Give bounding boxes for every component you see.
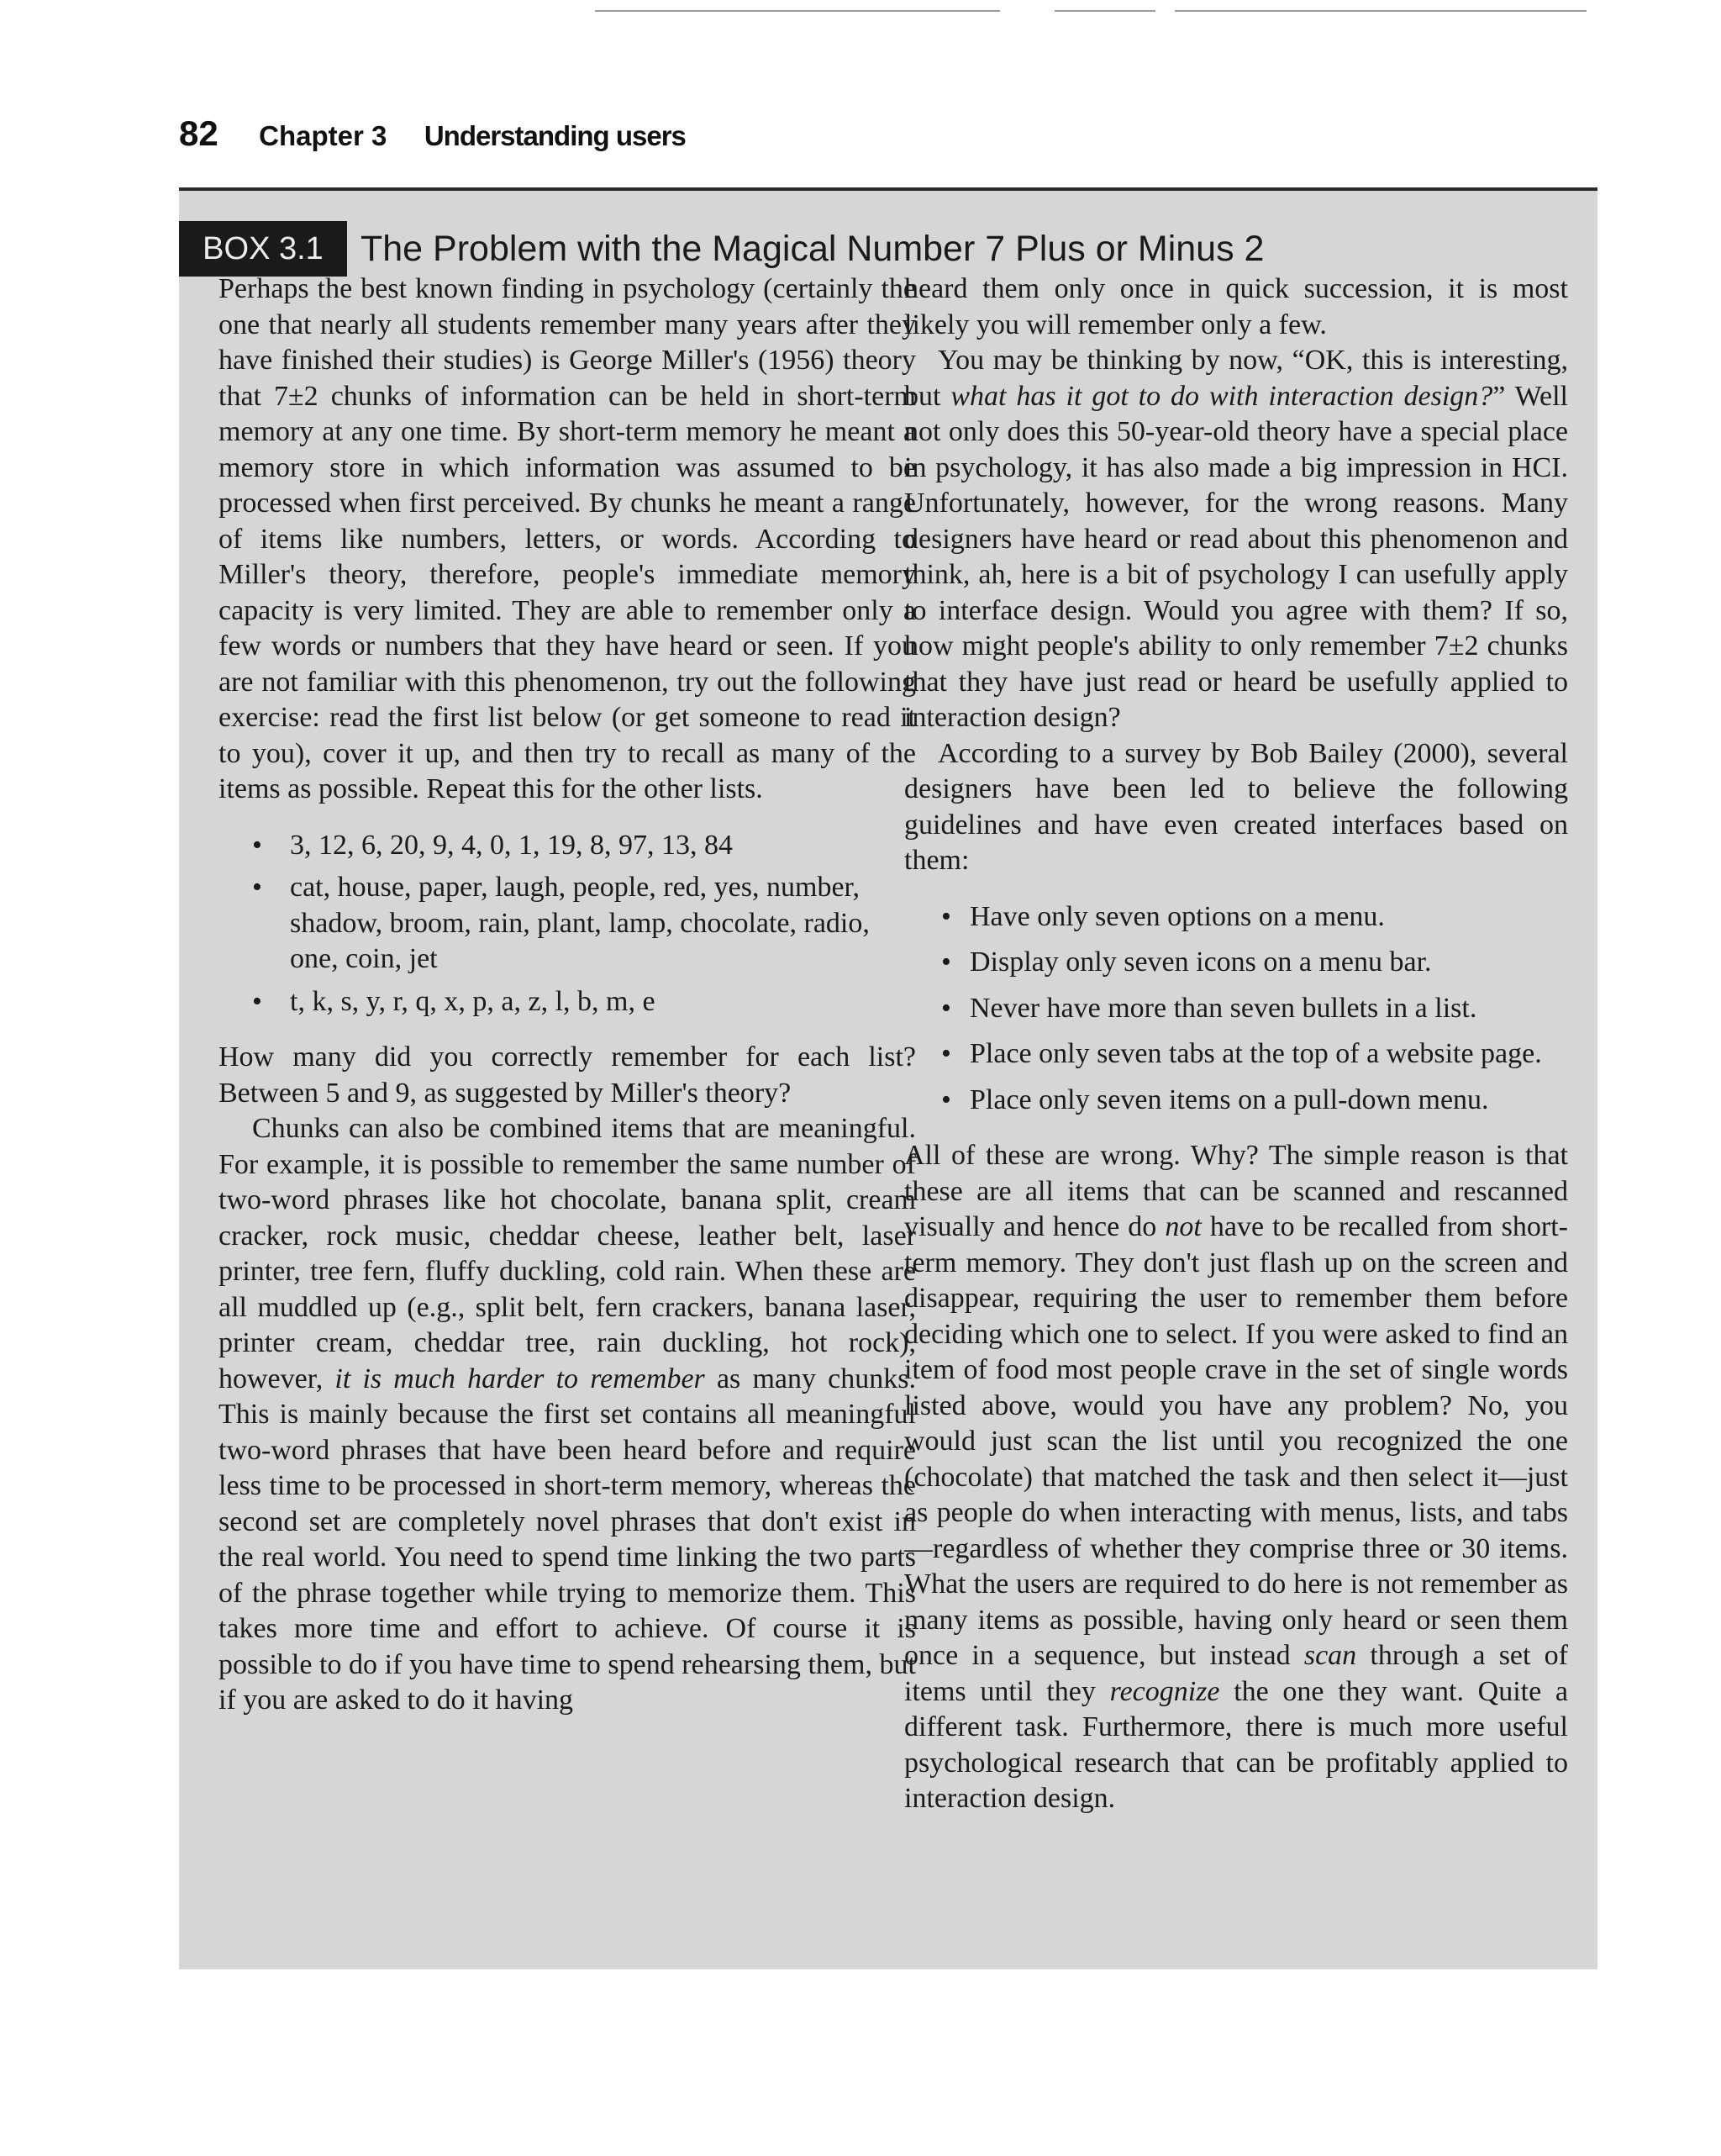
list-item: • Have only seven options on a menu. <box>904 899 1568 936</box>
right-paragraph-1: heard them only once in quick succession, it is most likely you will remember only a few. <box>904 273 1568 340</box>
emphasis: scan <box>1303 1640 1357 1671</box>
text-run: All of these are wrong. Why? The simple reason is that these are all items that can be scanned and rescanned visually and hence do <box>904 1140 1568 1242</box>
list-item: • Never have more than seven bullets in a list. <box>904 991 1568 1027</box>
page-number: 82 <box>179 113 218 153</box>
top-rule-3 <box>1175 10 1587 12</box>
running-head <box>179 113 686 154</box>
top-rule-2 <box>1055 10 1155 12</box>
memory-lists <box>218 828 916 1020</box>
text-run: have to be recalled from short-term memory. They don't just flash up on the screen and disappear, requiring the user to remember them before deciding which one to select. If you were asked to find an item of food most people crave in the set of single words listed above, would you have any problem? No, you would just scan the list until you recognized the one (chocolate) that matched the task and then select it—just as people do when interacting with menus, lists, and tabs—regardless of whether they comprise three or 30 items. What the users are required to do here is not remember as many items as possible, having only heard or seen them once in a sequence, but instead <box>904 1211 1568 1671</box>
list-item: • Place only seven tabs at the top of a website page. <box>904 1036 1568 1073</box>
top-rule-1 <box>595 10 1000 12</box>
emphasis: not <box>1165 1211 1202 1242</box>
left-column <box>218 271 916 1719</box>
list-item: • cat, house, paper, laugh, people, red, yes, number, shadow, broom, rain, plant, lamp, chocolate, radio, one, coin, jet <box>218 870 916 978</box>
right-paragraph-2 <box>904 343 1568 736</box>
guideline-list <box>904 899 1568 1119</box>
emphasis: recognize <box>1109 1675 1220 1707</box>
text-run: ” Well not only does this 50-year-old theory have a special place in psychology, it has also made a big impression in HCI. Unfortunately, however, for the wrong reasons. Many designers have heard or read about this phenomenon and think, ah, here is a bit of psychology I can usefully apply to interface design. Would you agree with them? If so, how might people's ability to only remember 7±2 chunks that they have just read or heard be usefully applied to interaction design? <box>904 380 1568 733</box>
right-column <box>904 271 1568 1817</box>
left-paragraph-2: How many did you correctly remember for each list? Between 5 and 9, as suggested by Miller's theory? <box>218 1041 916 1109</box>
chapter-label: Chapter 3 <box>259 120 387 151</box>
right-paragraph-4 <box>904 1138 1568 1817</box>
text-run: Chunks can also be combined items that are meaningful. For example, it is possible to remember the same number of two-word phrases like hot chocolate, banana split, cream cracker, rock music, cheddar cheese, leather belt, laser printer, tree fern, fluffy duckling, cold rain. When these are all muddled up (e.g., split belt, fern crackers, banana laser, printer cream, cheddar tree, rain duckling, hot rock), however, <box>218 1113 916 1394</box>
text-run: You may be thinking by now, “OK, this is interesting, but <box>904 345 1568 412</box>
emphasis: what has it got to do with interaction design? <box>950 380 1493 412</box>
emphasis: it is much harder to remember <box>334 1363 705 1394</box>
box-top-rule <box>179 187 1597 191</box>
text-run: the one they want. Quite a different task. Furthermore, there is much more useful psychological research that can be profitably applied to interaction design. <box>904 1675 1568 1814</box>
list-item: • 3, 12, 6, 20, 9, 4, 0, 1, 19, 8, 97, 13, 84 <box>218 828 916 864</box>
list-item: • Display only seven icons on a menu bar. <box>904 945 1568 981</box>
list-item: • Place only seven items on a pull-down menu. <box>904 1083 1568 1119</box>
right-paragraph-3: According to a survey by Bob Bailey (2000), several designers have been led to believe the following guidelines and have even created interfaces based on them: <box>904 737 1568 876</box>
list-item: • t, k, s, y, r, q, x, p, a, z, l, b, m, e <box>218 984 916 1020</box>
left-paragraph-3 <box>218 1111 916 1719</box>
text-run: through a set of items until they <box>904 1640 1568 1707</box>
box-label: BOX 3.1 <box>179 221 347 277</box>
chapter-title: Understanding users <box>424 120 686 151</box>
sidebar-box <box>179 187 1597 1969</box>
text-run: as many chunks. This is mainly because the first set contains all meaningful two-word phrases that have been heard before and require less time to be processed in short-term memory, whereas the second set are completely novel phrases that don't exist in the real world. You need to spend time linking the two parts of the phrase together while trying to memorize them. This takes more time and effort to achieve. Of course it is possible to do if you have time to spend rehearsing them, but if you are asked to do it having <box>218 1363 916 1716</box>
left-paragraph-1: Perhaps the best known finding in psychology (certainly the one that nearly all students remember many years after they have finished their studies) is George Miller's (1956) theory that 7±2 chunks of information can be held in short-term memory at any one time. By short-term memory he meant a memory store in which information was assumed to be processed when first perceived. By chunks he meant a range of items like numbers, letters, or words. According to Miller's theory, therefore, people's immediate memory capacity is very limited. They are able to remember only a few words or numbers that they have heard or seen. If you are not familiar with this phenomenon, try out the following exercise: read the first list below (or get someone to read it to you), cover it up, and then try to recall as many of the items as possible. Repeat this for the other lists. <box>218 273 916 804</box>
box-title: The Problem with the Magical Number 7 Plus or Minus 2 <box>361 229 1265 269</box>
